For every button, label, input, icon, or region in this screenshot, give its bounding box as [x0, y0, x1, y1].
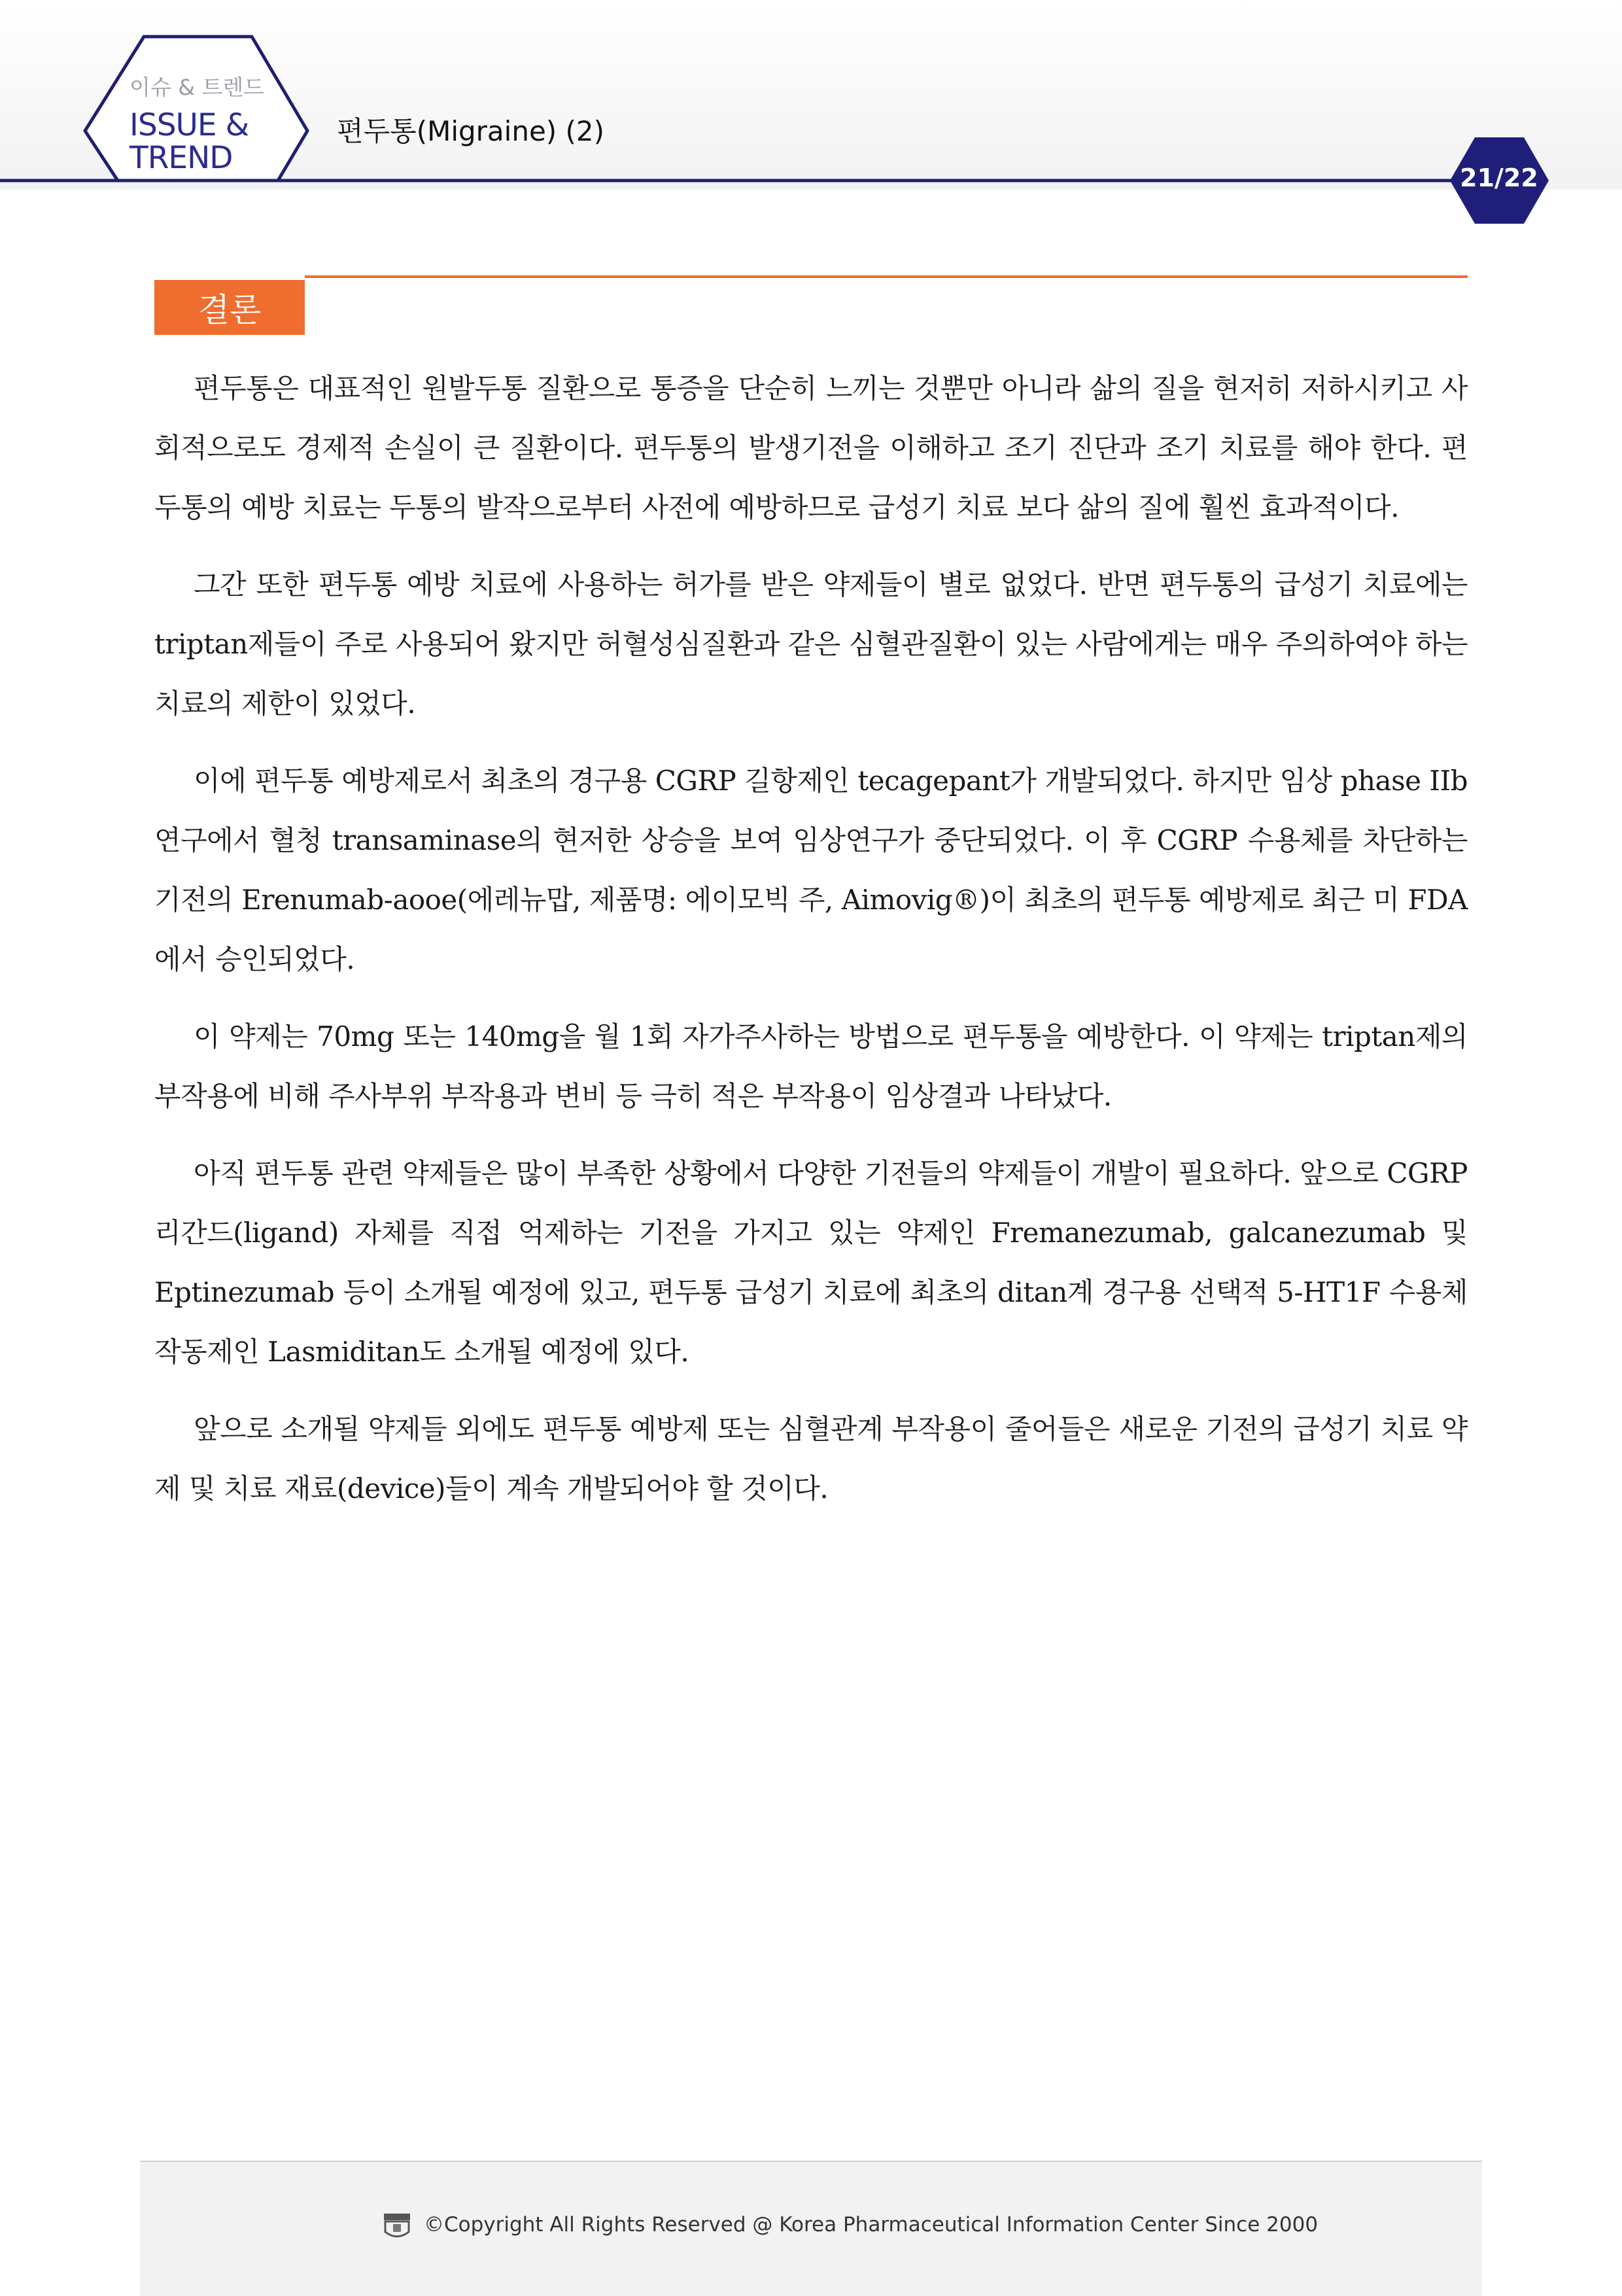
badge-english-line1: ISSUE & [129, 107, 249, 143]
paragraph: 아직 편두통 관련 약제들은 많이 부족한 상황에서 다양한 기전들의 약제들이 개발이 필요하다. 앞으로 CGRP 리간드(ligand) 자체를 직접 억제하는 기전을 가지고 있는 약제인 Fremanezumab, galcanezumab 및 Eptinezumab 등이 소개될 예정에 있고, 편두통 급성기 치료에 최초의 ditan계 경구용 선택적 5-HT1F 수용체 작동제인 Lasmiditan도 소개될 예정에 있다. [154, 1157, 1468, 1368]
body-text [154, 358, 1468, 1536]
paragraph: 이에 편두통 예방제로서 최초의 경구용 CGRP 길항제인 tecagepant가 개발되었다. 하지만 임상 phase IIb 연구에서 혈청 transaminase의 현저한 상승을 보여 임상연구가 중단되었다. 이 후 CGRP 수용체를 차단하는 기전의 Erenumab-aooe(에레뉴맙, 제품명: 에이모빅 주, Aimovig®)이 최초의 편두통 예방제로 최근 미 FDA에서 승인되었다. [154, 765, 1468, 975]
badge-korean-label: 이슈 & 트렌드 [129, 75, 265, 100]
section-rule [305, 275, 1468, 278]
copyright-text: ©Copyright All Rights Reserved @ Korea Pharmaceutical Information Center Since 2000 [424, 2213, 1319, 2236]
badge-english-line2: TREND [129, 140, 233, 176]
paragraph: 그간 또한 편두통 예방 치료에 사용하는 허가를 받은 약제들이 별로 없었다. 반면 편두통의 급성기 치료에는 triptan제들이 주로 사용되어 왔지만 허혈성심질환과 같은 심혈관질환이 있는 사람에게는 매우 주의하여야 하는 치료의 제한이 있었다. [154, 568, 1468, 720]
kpic-logo-icon [381, 2212, 413, 2241]
section-heading: 결론 [154, 280, 305, 335]
paragraph: 편두통은 대표적인 원발두통 질환으로 통증을 단순히 느끼는 것뿐만 아니라 삶의 질을 현저히 저하시키고 사회적으로도 경제적 손실이 큰 질환이다. 편두통의 발생기전을 이해하고 조기 진단과 조기 치료를 해야 한다. 편두통의 예방 치료는 두통의 발작으로부터 사전에 예방하므로 급성기 치료 보다 삶의 질에 훨씬 효과적이다. [154, 372, 1468, 523]
page-number: 21/22 [1460, 164, 1538, 192]
paragraph: 이 약제는 70mg 또는 140mg을 월 1회 자가주사하는 방법으로 편두통을 예방한다. 이 약제는 triptan제의 부작용에 비해 주사부위 부작용과 변비 등 극히 적은 부작용이 임상결과 나타났다. [154, 1020, 1468, 1112]
document-title: 편두통(Migraine) (2) [337, 115, 605, 147]
paragraph: 앞으로 소개될 약제들 외에도 편두통 예방제 또는 심혈관계 부작용이 줄어들은 새로운 기전의 급성기 치료 약제 및 치료 재료(device)들이 계속 개발되어야 할 것이다. [154, 1413, 1468, 1505]
